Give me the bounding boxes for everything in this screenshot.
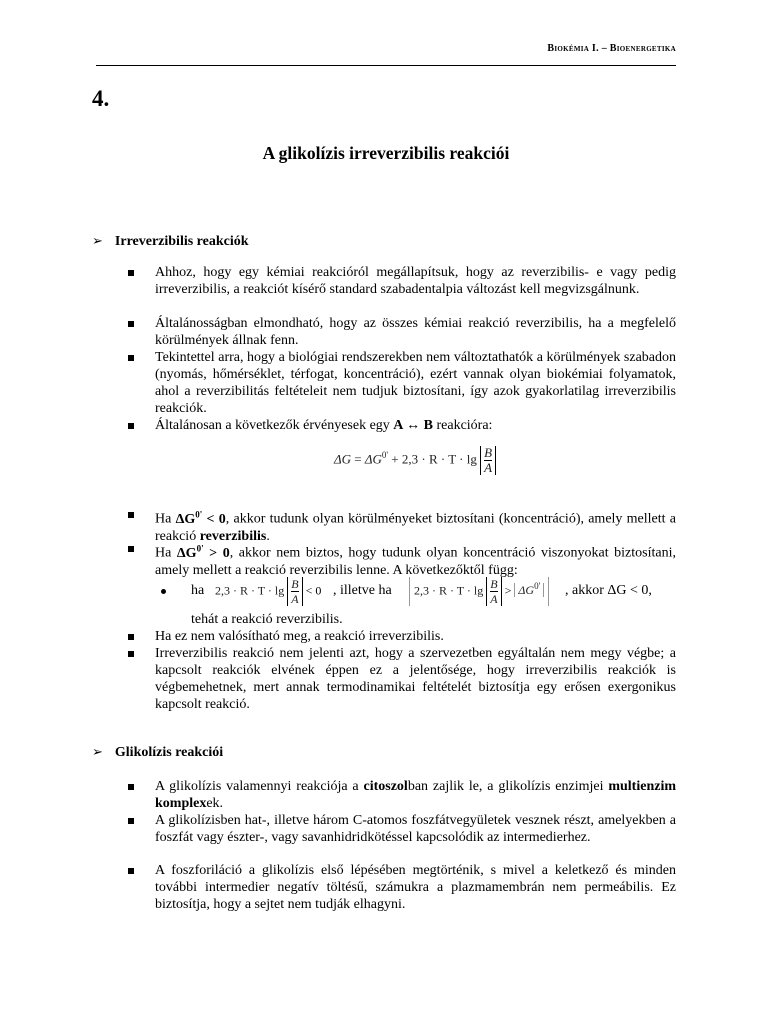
list-item: Ha ez nem valósítható meg, a reakció irreverzibilis.	[155, 629, 444, 644]
list-item: Irreverzibilis reakció nem jelenti azt, hogy a szervezetben egyáltalán nem megy végbe; a kapcsolt reakciók elvének éppen ez a jelentősége, hogy irreverzibilis reakciók is végbemehetnek, mert annak termodinamikai feltételét biztosítja egy erősen exergonikus kapcsolt reakció.	[155, 646, 676, 712]
bullet-square-icon	[128, 868, 134, 874]
list-item: A foszforiláció a glikolízis első lépésében megtörténik, s mivel a keletkező és minden további intermedier negatív töltésű, számukra a plazmamembrán nem permeábilis. Ez biztosítja, hogy a sejtet nem tudják elhagyni.	[155, 863, 676, 912]
section-arrow-icon: ➢	[92, 744, 103, 759]
bullet-dot-icon	[161, 589, 166, 594]
bullet-square-icon	[128, 818, 134, 824]
section-arrow-icon: ➢	[92, 233, 103, 248]
sub-condition-result: tehát a reakció reverzibilis.	[191, 612, 343, 627]
sub-condition: ha 2,3 · R · T · lg $\frac{B}{A}$ < 0 , illetve ha 2,3 · R · T · lg $\frac{B}{A}$ > $\Delta G^{0'}$ , akkor ΔG < 0,	[191, 577, 652, 606]
bullet-square-icon	[128, 634, 134, 640]
reaction-a-b: A ↔ B	[393, 418, 433, 433]
list-item: A glikolízisben hat-, illetve három C-atomos foszfátvegyületek vesznek részt, amelyekben a foszfát vagy észter-, vagy savanhidridkötéssel kapcsolódik az intermedierhez.	[155, 813, 676, 845]
free-energy-formula: $\Delta G = \Delta G^{0'} + 2,3 \cdot R \cdot T \cdot \lg$ $\frac{B}{A}$	[334, 446, 496, 475]
bullet-square-icon	[128, 546, 134, 552]
section-irreverzibilis-heading	[92, 232, 249, 250]
section-title: Irreverzibilis reakciók	[114, 234, 249, 249]
list-item: Ha $\Delta G^{0'} > 0$, akkor nem biztos, hogy tudunk olyan koncentráció viszonyokat biztosítani, amely mellett a reakció reverzibilis lenne. A következőktől függ:	[155, 543, 676, 578]
running-header: Biokémia I. – Bioenergetika	[547, 43, 676, 54]
bullet-square-icon	[128, 784, 134, 790]
concentration-ratio: $\frac{B}{A}$	[480, 446, 496, 475]
list-item: A glikolízis valamennyi reakciója a citoszolban zajlik le, a glikolízis enzimjei multienzim komplexek.	[155, 779, 676, 811]
section-title: Glikolízis reakciói	[114, 745, 224, 760]
bullet-square-icon	[128, 651, 134, 657]
chapter-number: 4.	[92, 86, 110, 111]
bullet-square-icon	[128, 355, 134, 361]
page-title: A glikolízis irreverzibilis reakciói	[262, 143, 510, 163]
list-item: Tekintettel arra, hogy a biológiai rendszerekben nem változtathatók a körülmények szabadon (nyomás, hőmérséklet, térfogat, koncentráció), ezért vannak olyan biokémiai folyamatok, ahol a reverzibilitás feltételeit nem tudjuk biztosítani, így azok gyakorlatilag irreverzibilis reakciók.	[155, 350, 676, 416]
bullet-square-icon	[128, 270, 134, 276]
list-item: Általánosságban elmondható, hogy az összes kémiai reakció reverzibilis, ha a megfelelő körülmények állnak fenn.	[155, 316, 676, 348]
list-item: Általánosan a következők érvényesek egy A ↔ B reakcióra:	[155, 418, 493, 433]
bullet-square-icon	[128, 321, 134, 327]
bullet-square-icon	[128, 512, 134, 518]
header-rule	[96, 65, 676, 66]
list-item: Ahhoz, hogy egy kémiai reakcióról megállapítsuk, hogy az reverzibilis- e vagy pedig irreverzibilis, a reakciót kísérő standard szabadentalpia változást kell megvizsgálnunk.	[155, 265, 676, 297]
list-item: Ha $\Delta G^{0'} < 0$, akkor tudunk olyan körülményeket biztosítani (koncentráció), amely mellett a reakció reverzibilis.	[155, 509, 676, 544]
section-glikolizis-heading	[92, 743, 223, 761]
bullet-square-icon	[128, 423, 134, 429]
